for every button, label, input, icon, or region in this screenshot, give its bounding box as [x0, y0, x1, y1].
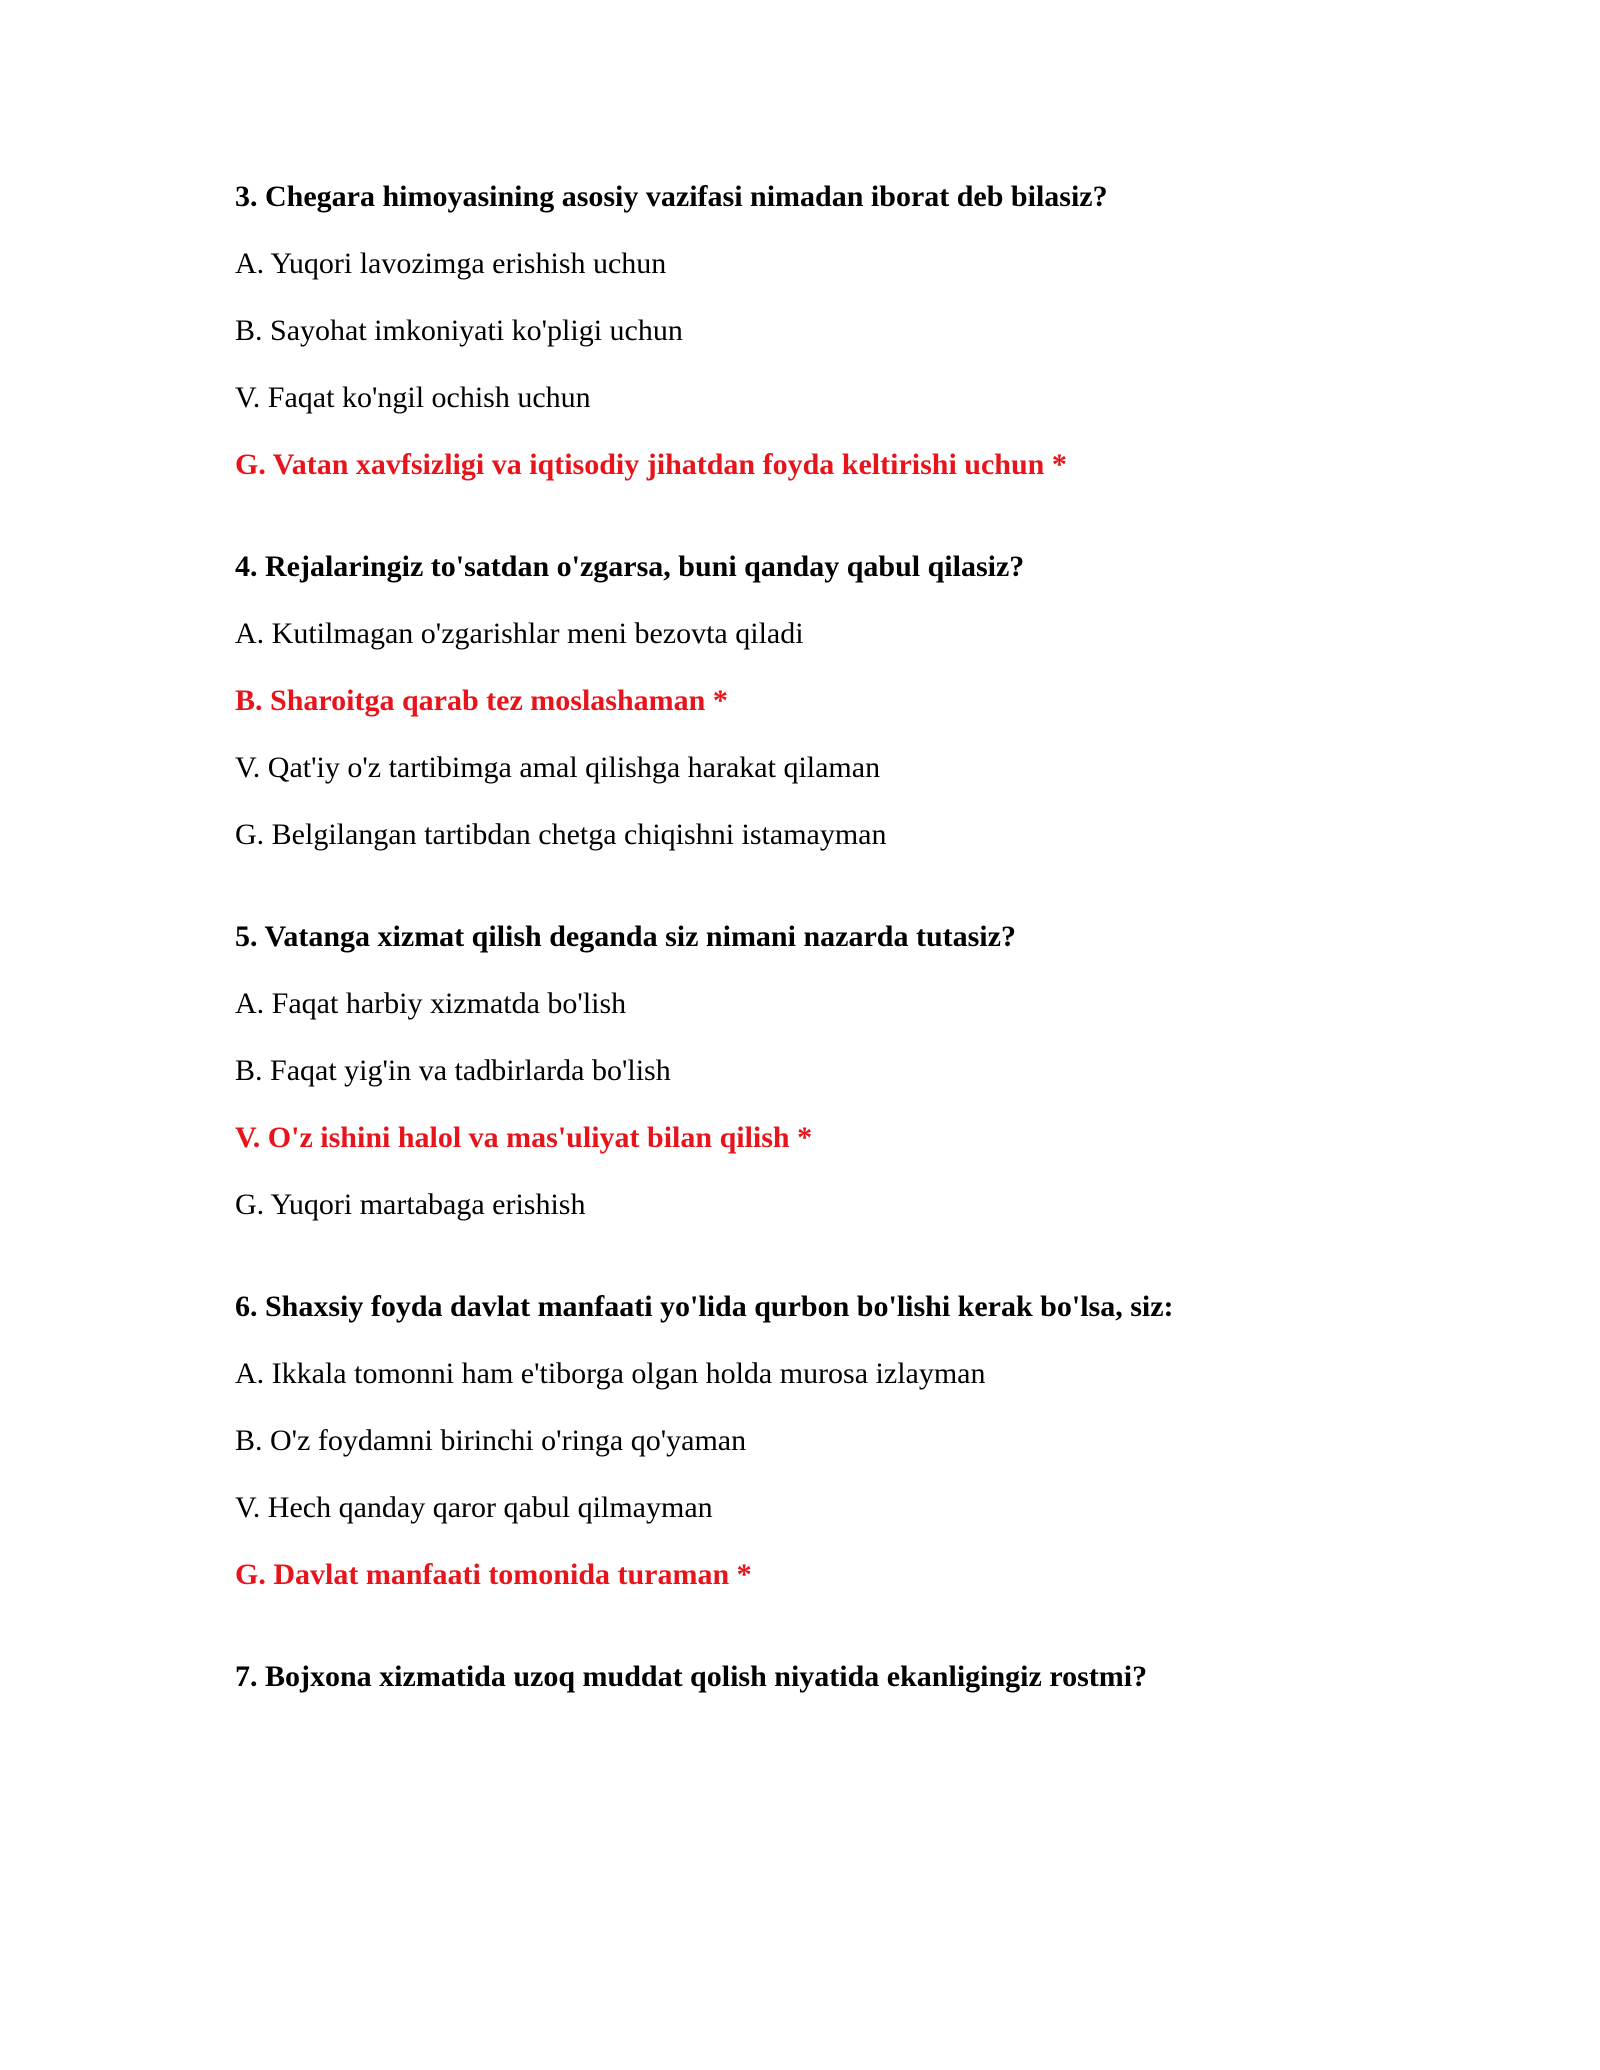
option-v: V. Faqat ko'ngil ochish uchun	[235, 381, 591, 414]
question-block-5	[235, 920, 1435, 1222]
option-b: B. Faqat yig'in va tadbirlarda bo'lish	[235, 1054, 671, 1087]
option-b: B. Sayohat imkoniyati ko'pligi uchun	[235, 314, 683, 347]
option-g: G. Yuqori martabaga erishish	[235, 1188, 586, 1221]
question-block-4	[235, 550, 1435, 852]
question-text: 5. Vatanga xizmat qilish deganda siz nimani nazarda tutasiz?	[235, 920, 1016, 953]
option-b-correct-answer: B. Sharoitga qarab tez moslashaman *	[235, 684, 728, 717]
question-block-6	[235, 1290, 1435, 1592]
question-text: 4. Rejalaringiz to'satdan o'zgarsa, buni qanday qabul qilasiz?	[235, 550, 1025, 583]
option-a: A. Yuqori lavozimga erishish uchun	[235, 247, 667, 280]
question-text: 7. Bojxona xizmatida uzoq muddat qolish niyatida ekanligingiz rostmi?	[235, 1660, 1148, 1693]
option-g: G. Belgilangan tartibdan chetga chiqishni istamayman	[235, 818, 887, 851]
option-v: V. Qat'iy o'z tartibimga amal qilishga harakat qilaman	[235, 751, 881, 784]
question-block-3	[235, 180, 1435, 482]
question-block-7	[235, 1660, 1435, 1694]
option-a: A. Ikkala tomonni ham e'tiborga olgan holda murosa izlayman	[235, 1357, 986, 1390]
question-text: 3. Chegara himoyasining asosiy vazifasi nimadan iborat deb bilasiz?	[235, 180, 1108, 213]
option-a: A. Faqat harbiy xizmatda bo'lish	[235, 987, 627, 1020]
option-g-correct-answer: G. Davlat manfaati tomonida turaman *	[235, 1558, 752, 1591]
question-text: 6. Shaxsiy foyda davlat manfaati yo'lida qurbon bo'lishi kerak bo'lsa, siz:	[235, 1290, 1174, 1323]
option-a: A. Kutilmagan o'zgarishlar meni bezovta qiladi	[235, 617, 804, 650]
option-b: B. O'z foydamni birinchi o'ringa qo'yaman	[235, 1424, 747, 1457]
question-list	[235, 180, 1435, 1727]
option-g-correct-answer: G. Vatan xavfsizligi va iqtisodiy jihatdan foyda keltirishi uchun *	[235, 448, 1067, 481]
option-v-correct-answer: V. O'z ishini halol va mas'uliyat bilan qilish *	[235, 1121, 813, 1154]
option-v: V. Hech qanday qaror qabul qilmayman	[235, 1491, 713, 1524]
